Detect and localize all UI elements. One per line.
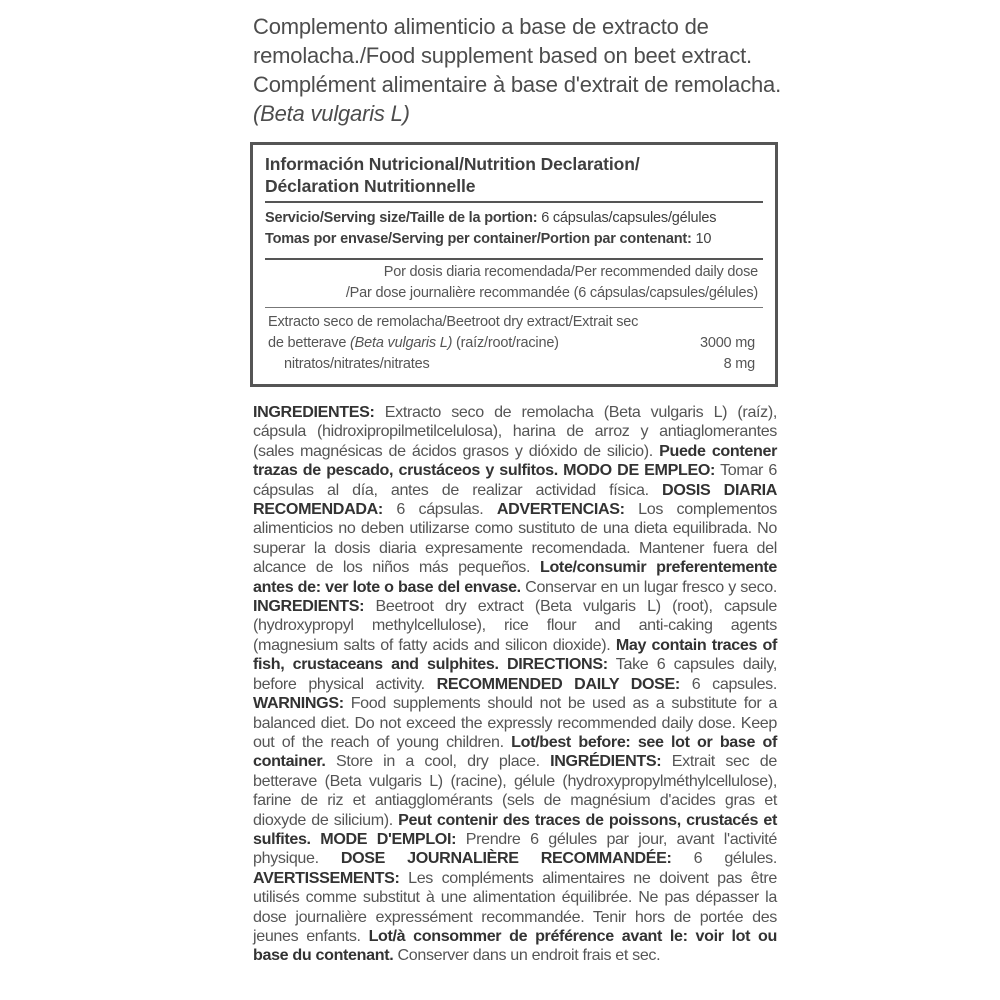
serving-info	[265, 208, 716, 250]
description-line: Complemento alimenticio a base de extracto de	[253, 14, 709, 39]
serving-size-row	[265, 208, 716, 229]
divider	[265, 258, 763, 260]
body-heading: AVERTISSEMENTS:	[253, 868, 400, 887]
body-text-segment: Food supplements should not be used as a substitute for a balanced diet. Do not exceed the expressly recommended daily dose. Keep out of the reach of young children.	[253, 694, 777, 751]
description-line: Complément alimentaire à base d'extrait de remolacha.	[253, 72, 781, 97]
body-heading: Puede contener trazas de pescado, crustáceos y sulfitos. MODO DE EMPLEO:	[253, 441, 777, 480]
body-text-segment: 6 cápsulas.	[382, 500, 497, 519]
body-text-segment: 6 capsules.	[679, 674, 777, 693]
body-text-segment: Extrait sec de betterave (Beta vulgaris L) (racine), gélule (hydroxypropylméthylcellulose), farine de riz et antiagglomérants (sels de magnésium d'acides gras et dioxyde de silicium).	[253, 752, 777, 829]
servings-per-container-label: Tomas por envase/Serving per container/Portion par contenant:	[265, 231, 692, 247]
latin-name: (Beta vulgaris L)	[253, 101, 410, 126]
nutrient-label: Extracto seco de remolacha/Beetroot dry extract/Extrait sec	[268, 314, 639, 330]
nutrient-value: 3000 mg	[699, 335, 755, 351]
body-text-segment: Store in a cool, dry place.	[325, 752, 551, 771]
serving-size-value: 6 cápsulas/capsules/gélules	[537, 210, 717, 226]
body-heading: ADVERTENCIAS:	[496, 500, 625, 519]
body-text-segment: Conservar en un lugar fresco y seco.	[520, 577, 777, 596]
body-heading: DOSE JOURNALIÈRE RECOMMANDÉE:	[340, 849, 672, 868]
body-text-segment: Conserver dans un endroit frais et sec.	[393, 946, 661, 965]
body-heading: Lot/à consommer de préférence avant le: voir lot ou base du contenant.	[253, 926, 777, 965]
serving-size-label: Servicio/Serving size/Taille de la portion:	[265, 210, 538, 226]
nutrient-label	[268, 333, 559, 354]
body-heading: INGRÉDIENTS:	[550, 752, 662, 771]
nutrient-label-part: de betterave	[268, 335, 351, 351]
per-dose-line: /Par dose journalière recommandée (6 cápsulas/capsules/gélules)	[345, 285, 758, 301]
nutrient-row	[268, 333, 755, 354]
body-heading: Lot/best before: see lot or base of container.	[253, 732, 777, 771]
body-heading: INGREDIENTES:	[253, 403, 375, 421]
body-text-segment: Prendre 6 gélules par jour, avant l'activité physique.	[253, 829, 777, 868]
nutrient-latin-name: (Beta vulgaris L)	[350, 335, 453, 351]
body-text-segment: Tomar 6 cápsulas al día, antes de realizar actividad física.	[253, 461, 778, 499]
nutrient-row	[268, 354, 755, 375]
nutrition-title	[265, 153, 640, 197]
body-text-segment: Los complementos alimenticios no deben utilizarse como sustituto de una dieta equilibrada. No superar la dosis diaria expresamente recomendada. Mantener fuera del alcance de los niños más pequeños.	[253, 500, 777, 577]
product-description	[253, 12, 793, 128]
divider	[265, 201, 763, 203]
nutrient-label-part: (raíz/root/racine)	[452, 335, 559, 351]
body-heading: Peut contenir des traces de poissons, crustacés et sulfites. MODE D'EMPLOI:	[253, 810, 778, 848]
body-heading: WARNINGS:	[253, 694, 344, 713]
body-heading: Lote/consumir preferentemente antes de: ver lote o base del envase.	[253, 558, 778, 596]
body-text-segment: Extracto seco de remolacha (Beta vulgaris L) (raíz), cápsula (hidroxipropilmetilcelulosa), harina de arroz y antiaglomerantes (sales magnésicas de ácidos grasos y dióxido de silicio).	[253, 403, 777, 460]
body-text-segment: Beetroot dry extract (Beta vulgaris L) (root), capsule (hydroxypropyl methylcellulose), rice flour and anti-caking agents (magnesium salts of fatty acids and silicon dioxide).	[253, 597, 777, 654]
per-dose-header	[346, 262, 758, 304]
nutrient-value: 8 mg	[723, 356, 755, 372]
per-dose-line: Por dosis diaria recomendada/Per recommended daily dose	[383, 264, 758, 280]
nutrient-label: nitratos/nitrates/nitrates	[284, 356, 430, 372]
nutrition-title-line: Déclaration Nutritionnelle	[265, 176, 476, 196]
nutrient-row	[268, 312, 755, 333]
body-heading: May contain traces of fish, crustaceans and sulphites. DIRECTIONS:	[253, 635, 777, 674]
nutrient-rows	[268, 312, 755, 375]
body-text-segment: Les compléments alimentaires ne doivent pas être utilisés comme substitut à une alimentation équilibrée. Ne pas dépasser la dose journalière expressément recommandée. Tenir hors de portée des jeunes enfants.	[253, 868, 777, 945]
body-text-segment: 6 gélules.	[671, 849, 777, 868]
body-text-segment: Take 6 capsules daily, before physical activity.	[253, 655, 777, 693]
nutrition-title-line: Información Nutricional/Nutrition Declaration/	[265, 154, 640, 174]
body-heading: DOSIS DIARIA RECOMENDADA:	[253, 480, 777, 519]
nutrition-panel	[250, 142, 778, 387]
servings-per-container-row	[265, 229, 716, 250]
body-heading: RECOMMENDED DAILY DOSE:	[436, 674, 680, 693]
ingredients-and-directions	[253, 403, 777, 966]
body-heading: INGREDIENTS:	[253, 597, 365, 616]
divider	[265, 307, 763, 308]
servings-per-container-value: 10	[691, 231, 712, 247]
description-line: remolacha./Food supplement based on beet extract.	[253, 43, 752, 68]
